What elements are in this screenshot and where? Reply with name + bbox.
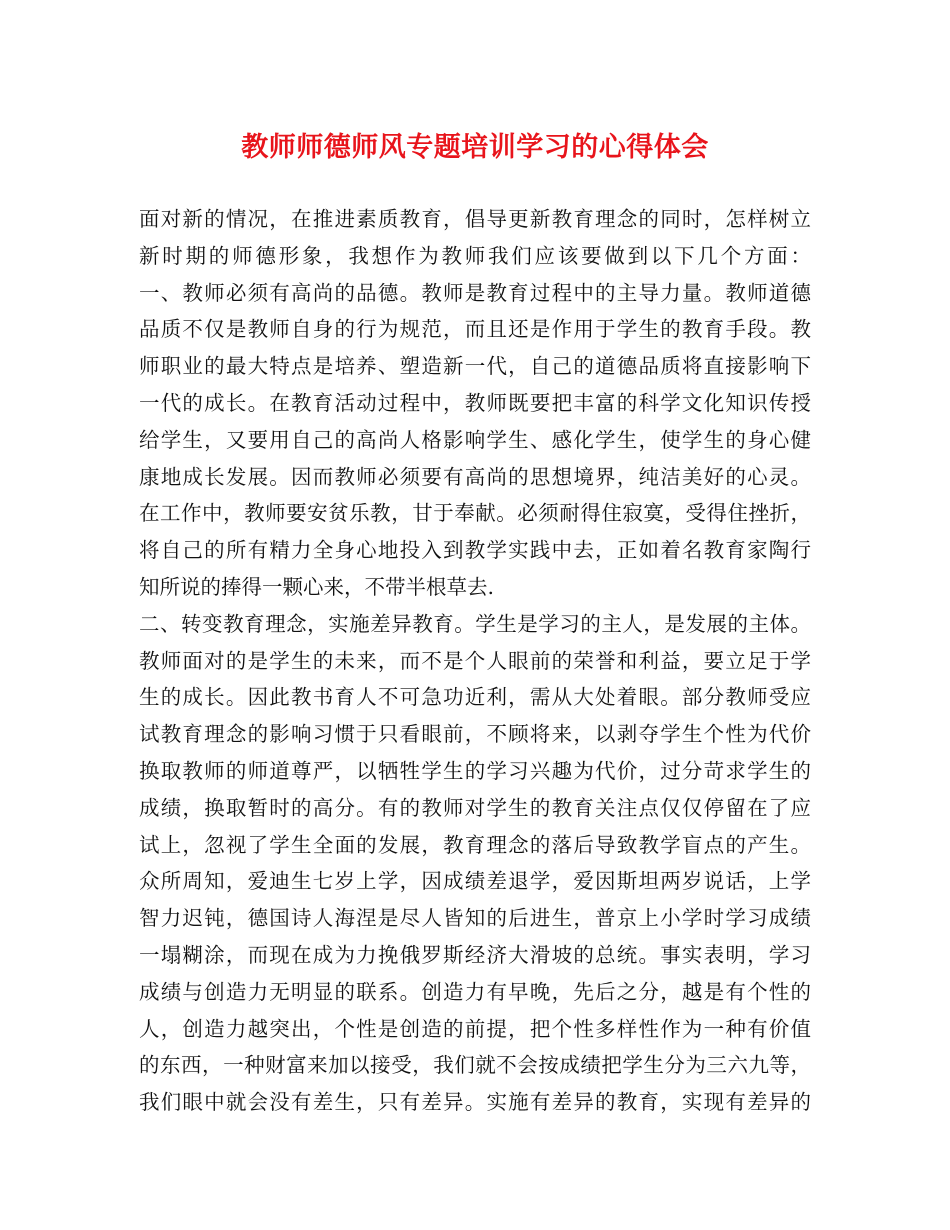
- body-line: 一、教师必须有高尚的品德。教师是教育过程中的主导力量。教师道德: [139, 280, 811, 305]
- body-line: 康地成长发展。因而教师必须要有高尚的思想境界，纯洁美好的心灵。: [139, 464, 811, 489]
- body-line: 试教育理念的影响习惯于只看眼前，不顾将来，以剥夺学生个性为代价: [139, 722, 811, 747]
- body-line: 人，创造力越突出，个性是创造的前提，把个性多样性作为一种有价值: [139, 1016, 811, 1041]
- body-line: 新时期的师德形象，我想作为教师我们应该要做到以下几个方面：: [139, 243, 811, 268]
- body-line: 知所说的捧得一颗心来，不带半根草去.: [139, 574, 495, 599]
- body-line: 一代的成长。在教育活动过程中，教师既要把丰富的科学文化知识传授: [139, 390, 811, 415]
- body-line: 换取教师的师道尊严，以牺牲学生的学习兴趣为代价，过分苛求学生的: [139, 758, 811, 783]
- body-line: 师职业的最大特点是培养、塑造新一代，自己的道德品质将直接影响下: [139, 354, 811, 379]
- body-line: 众所周知，爱迪生七岁上学，因成绩差退学，爱因斯坦两岁说话，上学: [139, 869, 811, 894]
- body-line: 智力迟钝，德国诗人海涅是尽人皆知的后进生，普京上小学时学习成绩: [139, 906, 811, 931]
- body-line: 试上，忽视了学生全面的发展，教育理念的落后导致教学盲点的产生。: [139, 832, 811, 857]
- document-title: 教师师德师风专题培训学习的心得体会: [241, 132, 709, 163]
- body-line: 品质不仅是教师自身的行为规范，而且还是作用于学生的教育手段。教: [139, 317, 811, 342]
- body-line: 我们眼中就会没有差生，只有差异。实施有差异的教育，实现有差异的: [139, 1090, 811, 1115]
- body-line: 生的成长。因此教书育人不可急功近利，需从大处着眼。部分教师受应: [139, 685, 811, 710]
- body-line: 在工作中，教师要安贫乐教，甘于奉献。必须耐得住寂寞，受得住挫折，: [139, 501, 811, 526]
- document-body: [139, 201, 811, 1121]
- body-line: 成绩，换取暂时的高分。有的教师对学生的教育关注点仅仅停留在了应: [139, 795, 811, 820]
- body-line: 将自己的所有精力全身心地投入到教学实践中去，正如着名教育家陶行: [139, 538, 811, 563]
- body-line: 一塌糊涂，而现在成为力挽俄罗斯经济大滑坡的总统。事实表明，学习: [139, 942, 811, 967]
- body-line: 面对新的情况，在推进素质教育，倡导更新教育理念的同时，怎样树立: [139, 207, 811, 231]
- body-line: 二、转变教育理念，实施差异教育。学生是学习的主人，是发展的主体。: [139, 611, 811, 636]
- body-line: 给学生，又要用自己的高尚人格影响学生、感化学生，使学生的身心健: [139, 427, 811, 452]
- body-line: 成绩与创造力无明显的联系。创造力有早晚，先后之分，越是有个性的: [139, 979, 811, 1004]
- body-line: 教师面对的是学生的未来，而不是个人眼前的荣誉和利益，要立足于学: [139, 648, 811, 673]
- body-line: 的东西，一种财富来加以接受，我们就不会按成绩把学生分为三六九等，: [139, 1053, 811, 1078]
